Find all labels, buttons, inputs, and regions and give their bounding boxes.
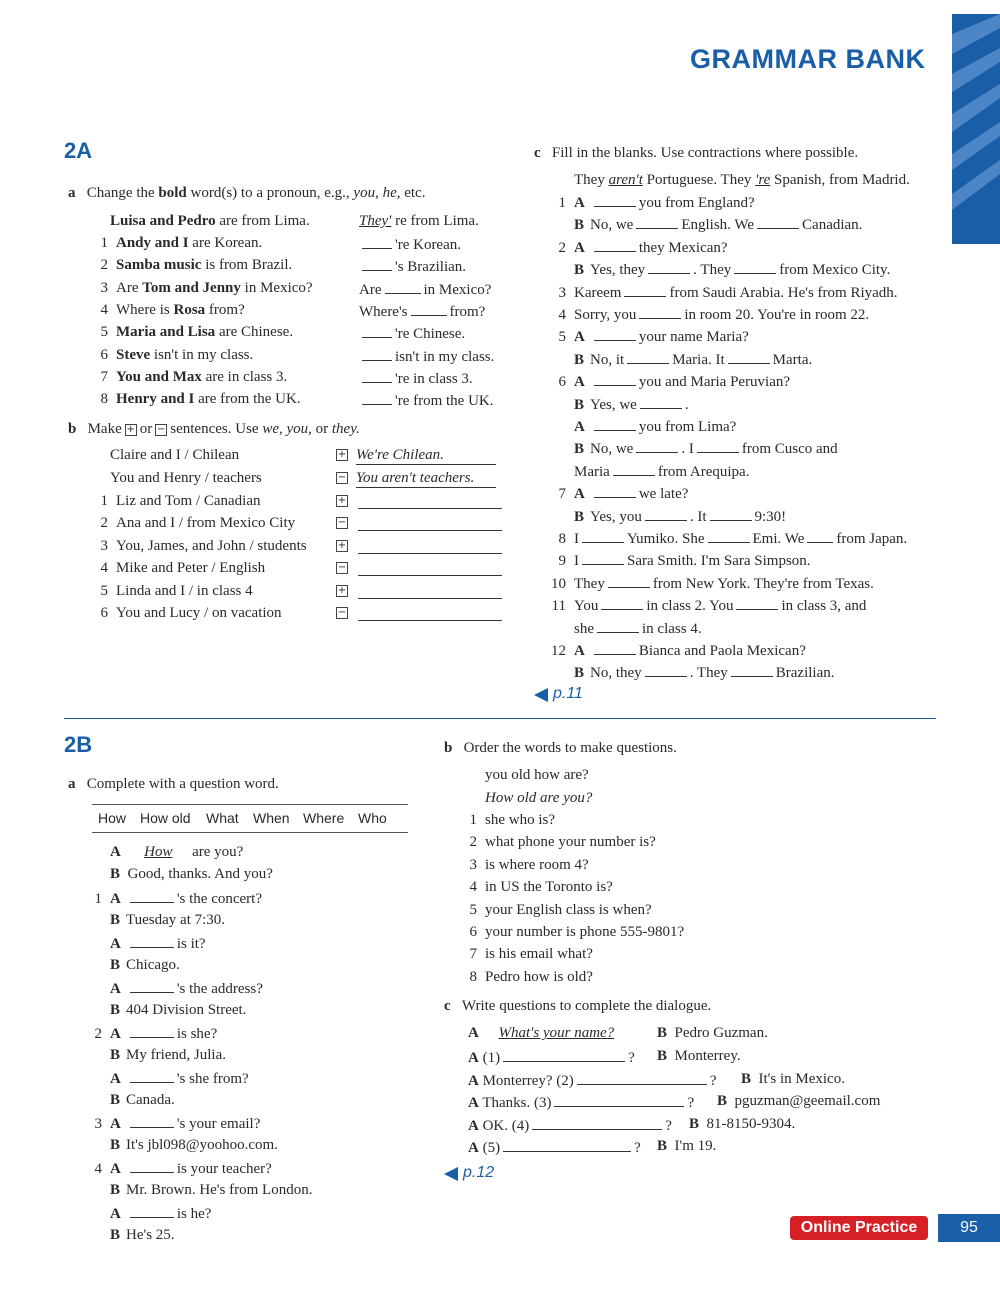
grammar-bank-title: GRAMMAR BANK [690,44,926,74]
exercise-2b-a-line: A is he? [84,1203,211,1223]
exercise-2a-c-line: B Yes, we . [542,394,689,414]
answer-blank[interactable] [594,371,636,386]
answer-blank[interactable] [362,234,392,249]
answer-line[interactable] [358,508,502,509]
answer-blank[interactable] [594,640,636,655]
answer-blank[interactable] [708,528,750,543]
exercise-2a-a-instruction: a Change the bold word(s) to a pronoun, e.g., you, he, etc. [68,185,426,201]
answer-blank[interactable] [130,1158,174,1173]
exercise-2a-c-instruction: c Fill in the blanks. Use contractions where possible. [534,145,859,161]
plus-box-icon: + [337,495,347,506]
exercise-2b-b-item: 3 is where room 4? [469,856,589,873]
exercise-2a-b-example: You and Henry / teachers [110,470,262,486]
exercise-2a-a-item: 8 Henry and I are from the UK. [100,391,301,408]
exercise-2a-c-line: 12 A Bianca and Paola Mexican? [542,640,806,660]
answer-blank[interactable] [594,326,636,341]
answer-blank[interactable] [385,279,421,294]
word-who: Who [358,810,387,826]
exercise-2a-b-example: Claire and I / Chilean [110,447,240,463]
plus-box-icon: + [337,584,347,596]
exercise-2a-b-item: 4 Mike and Peter / English [100,560,266,577]
exercise-2b-b-item: 1 she who is? [469,812,555,828]
plus-box-icon: + [337,449,347,460]
answer-blank[interactable] [130,933,174,948]
exercise-2b-c-response: B pguzman@geemail.com [717,1093,881,1109]
section-2a-title: 2A [64,138,93,163]
exercise-2a-a-answer: 're Chinese. [359,323,465,343]
section-divider [64,718,936,719]
exercise-2a-b-example-answer: You aren't teachers. [356,469,496,488]
exercise-2a-a-answer: 're Korean. [359,234,461,254]
answer-blank[interactable] [601,595,643,610]
answer-blank[interactable] [130,1023,174,1038]
exercise-2b-b-example-answer: How old are you? [485,790,593,806]
exercise-2a-c-line: B Yes, they . They from Mexico City. [542,259,890,279]
online-practice-button[interactable]: Online Practice [790,1216,928,1240]
answer-blank[interactable] [736,595,778,610]
exercise-2a-b-item: 6 You and Lucy / on vacation [100,605,282,621]
exercise-2a-c-line: she in class 4. [542,618,702,638]
exercise-2a-c-example: They aren't Portuguese. They 're Spanish, from Madrid. [574,172,910,188]
answer-blank[interactable] [697,438,739,453]
exercise-2a-a-answer: isn't in my class. [359,346,494,366]
exercise-2a-c-line: B Yes, you . It 9:30! [542,506,786,526]
exercise-2a-a-item: 4 Where is Rosa from? [100,301,245,318]
exercise-2b-b-item: 8 Pedro how is old? [469,968,593,985]
back-arrow-icon-2[interactable] [444,1167,458,1181]
answer-blank[interactable] [503,1137,631,1152]
answer-line[interactable] [358,598,502,599]
answer-blank[interactable] [645,662,687,677]
answer-blank[interactable] [130,1113,174,1128]
exercise-2b-a-example-b: B Good, thanks. And you? [110,866,273,882]
exercise-2a-b-item: 1 Liz and Tom / Canadian [100,493,261,509]
exercise-2b-c-response: B It's in Mexico. [741,1070,845,1087]
exercise-2b-c-line: A Thanks. (3) ? [468,1092,694,1112]
exercise-2b-a-line: B Tuesday at 7:30. [110,911,226,928]
exercise-2a-a-item: 5 Maria and Lisa are Chinese. [100,324,294,341]
page-reference-link[interactable]: p.11 [553,685,583,702]
exercise-2b-b-item: 5 your English class is when? [469,901,652,918]
answer-blank[interactable] [624,282,666,297]
answer-blank[interactable] [362,390,392,405]
exercise-2a-c-line: B No, we English. We Canadian. [542,214,862,234]
answer-line[interactable] [358,553,502,554]
exercise-2b-a-line: B 404 Division Street. [110,1001,247,1018]
answer-blank[interactable] [582,528,624,543]
answer-blank[interactable] [648,259,690,274]
answer-blank[interactable] [130,1203,174,1218]
exercise-2a-a-answer: Are in Mexico? [359,279,491,299]
exercise-2a-c-line: 2 A they Mexican? [542,237,728,257]
word-what: What [206,810,239,826]
answer-line[interactable] [358,575,502,576]
answer-blank[interactable] [362,323,392,338]
exercise-2b-b-item: 2 what phone your number is? [469,834,656,851]
exercise-2a-a-item: 1 Andy and I are Korean. [100,235,263,251]
answer-blank[interactable] [645,506,687,521]
answer-blank[interactable] [594,237,636,252]
exercise-2a-c-line: 10 They from New York. They're from Texas. [542,573,874,593]
exercise-2a-c-line: A you from Lima? [542,416,736,436]
answer-blank[interactable] [362,256,392,271]
answer-blank[interactable] [636,438,678,453]
exercise-2a-b-item: 3 You, James, and John / students [100,537,307,554]
exercise-2b-b-example-question: you old how are? [485,767,589,783]
exercise-2a-a-item: 6 Steve isn't in my class. [100,346,254,363]
exercise-2b-b-item: 4 in US the Toronto is? [469,879,613,896]
exercise-2a-b-instruction: b Make + or − sentences. Use we, you, or they. [68,421,360,437]
exercise-2a-a-answer: 're in class 3. [359,368,473,388]
tab-stripes-graphic [952,14,1000,244]
answer-blank[interactable] [710,506,752,521]
answer-blank[interactable] [362,346,392,361]
exercise-2a-c-line: B No, it Maria. It Marta. [542,349,812,369]
exercise-2b-a-line: B He's 25. [110,1226,175,1243]
exercise-2b-b-item: 7 is his email what? [469,946,593,963]
answer-blank[interactable] [130,978,174,993]
answer-blank[interactable] [639,304,681,319]
minus-box-icon: − [337,517,347,529]
exercise-2a-b-item: 2 Ana and I / from Mexico City [100,515,296,532]
exercise-2a-c-line: 1 A you from England? [542,192,755,212]
exercise-2b-a-line: A 's the address? [84,978,263,998]
answer-blank[interactable] [594,416,636,431]
exercise-2b-c-line: A (5) ? [468,1137,641,1157]
exercise-2a-c-line: 9 I Sara Smith. I'm Sara Simpson. [542,550,811,570]
answer-blank[interactable] [503,1047,625,1062]
answer-blank[interactable] [554,1092,684,1107]
word-how-old: How old [140,810,191,826]
exercise-2a-c-line: 3 Kareem from Saudi Arabia. He's from Riyadh. [542,282,898,302]
minus-box-icon: − [337,472,347,483]
answer-blank[interactable] [608,573,650,588]
exercise-2a-a-example: Luisa and Pedro are from Lima. [110,213,310,229]
exercise-2b-b-instruction: b Order the words to make questions. [444,740,677,756]
answer-blank[interactable] [582,550,624,565]
answer-blank[interactable] [577,1070,707,1085]
exercise-2a-a-example-answer: They' re from Lima. [359,213,479,229]
exercise-2b-a-line: B Canada. [110,1091,175,1108]
answer-blank[interactable] [734,259,776,274]
exercise-2a-c-line: B No, we . I from Cusco and [542,438,838,458]
answer-line[interactable] [358,620,502,621]
exercise-2a-c-line: B No, they . They Brazilian. [542,662,834,682]
exercise-2a-a-item: 7 You and Max are in class 3. [100,368,288,385]
plus-box-icon: + [337,539,347,551]
minus-box-icon: − [337,607,347,618]
answer-line[interactable] [358,530,502,531]
answer-blank[interactable] [597,618,639,633]
answer-blank[interactable] [728,349,770,364]
exercise-2b-a-line: 2 A is she? [84,1023,217,1043]
answer-blank[interactable] [594,192,636,207]
answer-blank[interactable] [411,301,447,316]
exercise-2b-c-instruction: c Write questions to complete the dialogue. [444,998,712,1014]
exercise-2a-c-line: 11 You in class 2. You in class 3, and [542,595,866,615]
exercise-2a-c-line: 8 I Yumiko. She Emi. We from Japan. [542,528,907,548]
exercise-2a-b-item: 5 Linda and I / in class 4 [100,582,253,599]
word-box [92,804,408,833]
exercise-2b-c-line: A Monterrey? (2) ? [468,1070,716,1090]
page-reference-link-2[interactable]: p.12 [463,1164,495,1181]
answer-blank[interactable] [362,368,392,383]
answer-blank[interactable] [613,461,655,476]
word-where: Where [303,810,345,826]
exercise-2a-c-line: 6 A you and Maria Peruvian? [542,371,790,391]
exercise-2a-a-answer: 's Brazilian. [359,256,466,276]
exercise-2a-b-example-answer: We're Chilean. [356,446,496,465]
page-number: 95 [938,1214,1000,1242]
exercise-2b-a-instruction: a Complete with a question word. [68,776,279,792]
exercise-2b-a-line: B It's jbl098@yoohoo.com. [110,1136,278,1153]
answer-blank[interactable] [130,1068,174,1083]
exercise-2b-c-line: A (1) ? [468,1047,635,1067]
exercise-2a-c-line: 5 A your name Maria? [542,326,749,346]
word-how: How [98,810,127,826]
exercise-2a-a-item: 3 Are Tom and Jenny in Mexico? [100,279,313,296]
exercise-2b-a-line: B Chicago. [110,956,180,973]
exercise-2a-a-item: 2 Samba music is from Brazil. [100,257,293,274]
answer-blank[interactable] [807,528,833,543]
exercise-2b-a-line: B My friend, Julia. [110,1046,226,1063]
exercise-2b-a-example-a: A How are you? [110,844,244,860]
exercise-2b-b-item: 6 your number is phone 555-9801? [469,924,685,940]
exercise-2a-a-answer: Where's from? [359,301,485,321]
exercise-2b-c-response: B Monterrey. [657,1048,741,1064]
exercise-2b-c-line: A OK. (4) ? [468,1115,672,1135]
answer-blank[interactable] [640,394,682,409]
exercise-2b-a-line: 4 A is your teacher? [84,1158,272,1178]
exercise-2a-c-line: 7 A we late? [542,483,688,503]
answer-blank[interactable] [636,214,678,229]
section-2b-title: 2B [64,732,93,757]
answer-blank[interactable] [757,214,799,229]
answer-blank[interactable] [130,888,174,903]
exercise-2b-c-response: B 81-8150-9304. [689,1115,796,1132]
section-tab-decoration [952,14,1000,244]
exercise-2a-a-answer: 're from the UK. [359,390,494,410]
exercise-2b-c-example: A What's your name? [468,1025,615,1041]
exercise-2b-c-response: B I'm 19. [657,1138,717,1154]
exercise-2b-a-line: 1 A 's the concert? [84,888,262,908]
exercise-2b-a-line: 3 A 's your email? [84,1113,260,1133]
exercise-2a-c-line: 4 Sorry, you in room 20. You're in room 22. [542,304,869,324]
minus-box-icon: − [337,562,347,574]
exercise-2a-c-line: Maria from Arequipa. [542,461,749,481]
answer-blank[interactable] [594,483,636,498]
answer-blank[interactable] [532,1115,662,1130]
answer-blank[interactable] [627,349,669,364]
exercise-2b-c-example-b: B Pedro Guzman. [657,1025,768,1041]
word-when: When [253,810,290,826]
exercise-2b-a-line: A is it? [84,933,206,953]
exercise-2b-a-line: B Mr. Brown. He's from London. [110,1181,313,1198]
answer-blank[interactable] [731,662,773,677]
back-arrow-icon[interactable] [534,688,548,702]
exercise-2b-a-line: A 's she from? [84,1068,249,1088]
